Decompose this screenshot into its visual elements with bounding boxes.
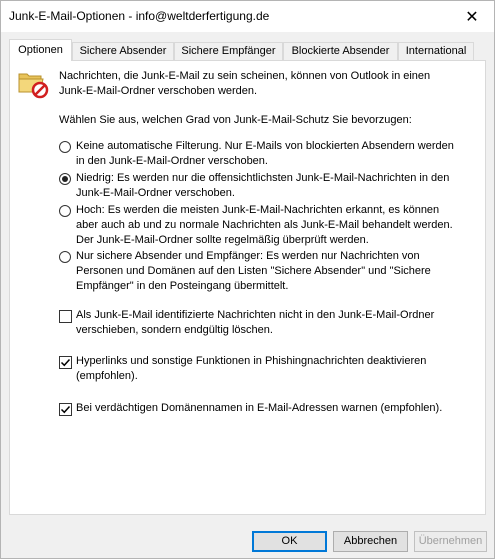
checkmark-icon: [60, 357, 71, 368]
label-line: in den Junk-E-Mail-Ordner verschoben.: [76, 155, 268, 167]
label-line: Keine automatische Filterung. Nur E-Mails von blockierten Absendern werden: [76, 140, 454, 152]
label-line: verschieben, sondern endgültig löschen.: [76, 324, 273, 336]
radio-high-label[interactable]: [76, 203, 453, 248]
junk-folder-blocked-icon: [17, 68, 51, 100]
label-line: Junk-E-Mail-Ordner verschoben.: [76, 187, 235, 199]
label-line: Nur sichere Absender und Empfänger: Es werden nur Nachrichten von: [76, 250, 420, 262]
tab-international[interactable]: International: [398, 42, 474, 60]
label-line: Personen und Domänen auf den Listen "Sichere Absender" und "Sichere: [76, 265, 431, 277]
label-line: Niedrig: Es werden nur die offensichtlichsten Junk-E-Mail-Nachrichten in den: [76, 172, 450, 184]
checkmark-icon: [60, 404, 71, 415]
label-line: Der Junk-E-Mail-Ordner sollte regelmäßig überprüft werden.: [76, 234, 369, 246]
label-line: Hoch: Es werden die meisten Junk-E-Mail-Nachrichten erkannt, es können: [76, 204, 440, 216]
radio-low[interactable]: [59, 173, 71, 185]
close-icon[interactable]: ✕: [465, 8, 479, 26]
radio-high[interactable]: [59, 205, 71, 217]
checkbox-disable-phishing-links-label[interactable]: [76, 354, 426, 384]
intro-line: Nachrichten, die Junk-E-Mail zu sein scheinen, können von Outlook in einen: [59, 70, 431, 82]
radio-safe-lists-only[interactable]: [59, 251, 71, 263]
checkbox-permanently-delete[interactable]: [59, 310, 72, 323]
checkbox-warn-suspicious-domains-label[interactable]: [76, 401, 442, 416]
label-line: aber auch ab und zu normale Nachrichten als Junk-E-Mail behandelt werden.: [76, 219, 453, 231]
apply-button[interactable]: Übernehmen: [414, 531, 487, 552]
window-title: Junk-E-Mail-Optionen - info@weltderfertigung.de: [9, 9, 270, 23]
cancel-button[interactable]: Abbrechen: [333, 531, 408, 552]
label-line: Als Junk-E-Mail identifizierte Nachrichten nicht in den Junk-E-Mail-Ordner: [76, 309, 435, 321]
tab-sichere-absender[interactable]: Sichere Absender: [72, 42, 174, 60]
checkbox-warn-suspicious-domains[interactable]: [59, 403, 72, 416]
tab-blockierte-absender[interactable]: Blockierte Absender: [283, 42, 398, 60]
label-line: Hyperlinks und sonstige Funktionen in Phishingnachrichten deaktivieren: [76, 355, 427, 367]
radio-safe-lists-only-label[interactable]: [76, 249, 431, 294]
label-line: Empfänger" in den Posteingang übermittelt.: [76, 280, 289, 292]
options-panel: [9, 60, 486, 515]
checkbox-permanently-delete-label[interactable]: [76, 308, 434, 338]
intro-line: Junk-E-Mail-Ordner verschoben werden.: [59, 85, 258, 97]
label-line: (empfohlen).: [76, 370, 138, 382]
label-line: Bei verdächtigen Domänennamen in E-Mail-Adressen warnen (empfohlen).: [76, 402, 443, 414]
tab-sichere-empfaenger[interactable]: Sichere Empfänger: [174, 42, 283, 60]
ok-button[interactable]: OK: [252, 531, 327, 552]
protection-level-prompt: Wählen Sie aus, welchen Grad von Junk-E-Mail-Schutz Sie bevorzugen:: [59, 114, 412, 126]
radio-low-label[interactable]: [76, 171, 449, 201]
title-bar: [1, 1, 494, 32]
radio-no-filtering[interactable]: [59, 141, 71, 153]
intro-text: [59, 69, 430, 99]
radio-no-filtering-label[interactable]: [76, 139, 454, 169]
tab-optionen[interactable]: Optionen: [9, 39, 72, 61]
checkbox-disable-phishing-links[interactable]: [59, 356, 72, 369]
